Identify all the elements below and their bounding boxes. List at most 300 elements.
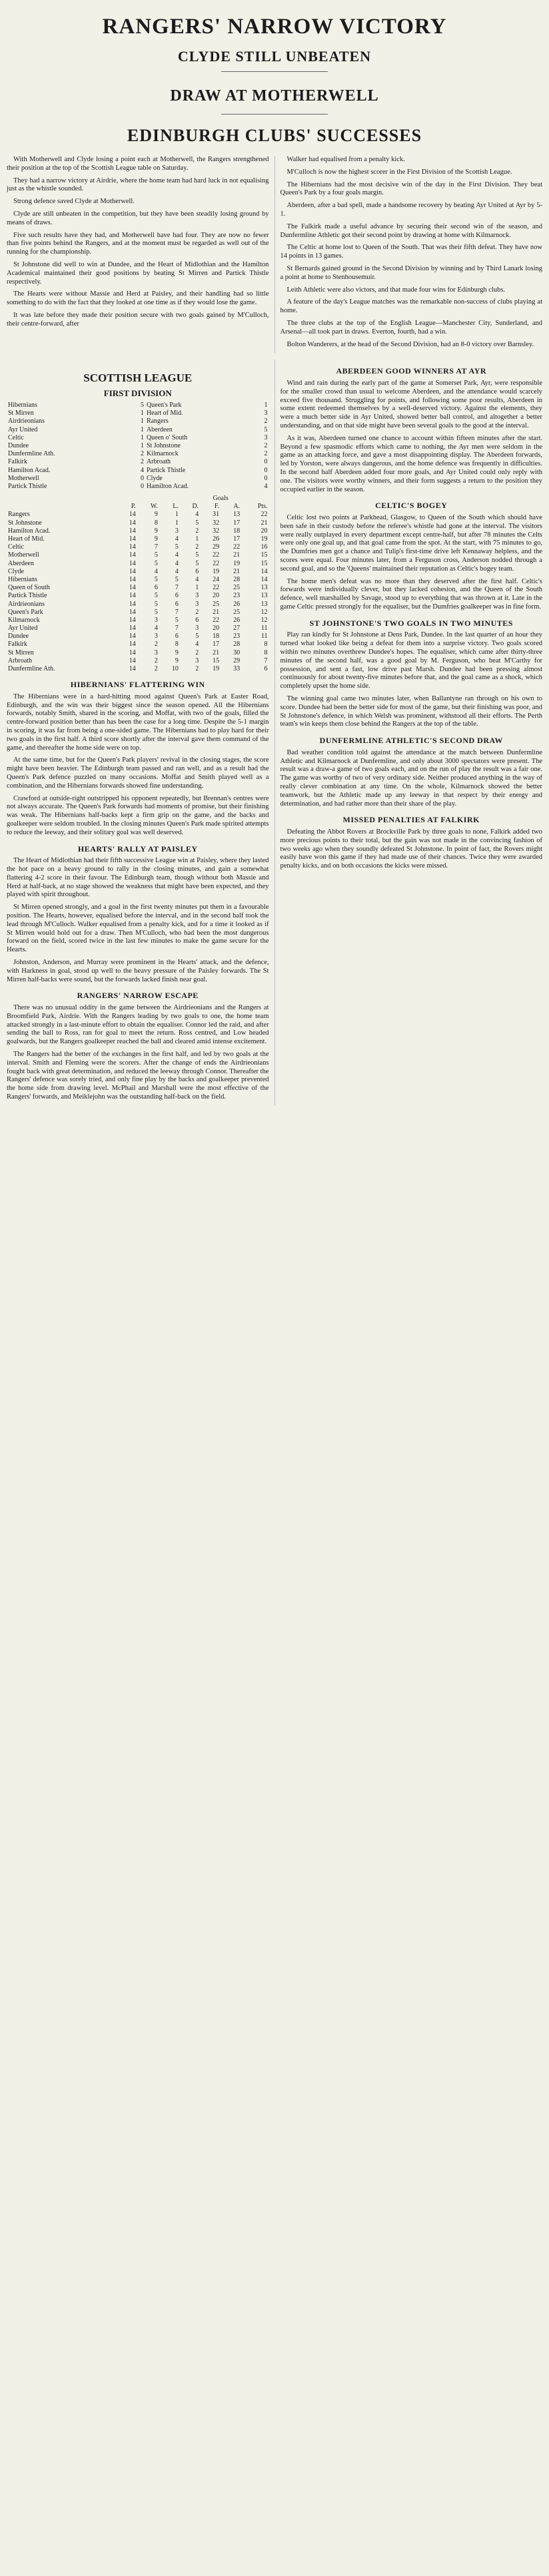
standings-value: 19 (233, 559, 241, 567)
table-row (7, 625, 269, 633)
article-heading: ST JOHNSTONE'S TWO GOALS IN TWO MINUTES (309, 618, 513, 628)
standings-value: 13 (261, 584, 268, 592)
standings-value: 5 (154, 559, 158, 567)
standings-value: 14 (129, 519, 136, 527)
standings-team: Falkirk (8, 641, 27, 648)
standings-value: 6 (154, 584, 158, 592)
result-team: Hamilton Acad. (8, 466, 51, 474)
standings-value: 1 (195, 584, 199, 592)
results-table (7, 401, 269, 491)
table-row (7, 560, 269, 568)
standings-team: Airdrieonians (8, 600, 45, 608)
standings-team: Partick Thistle (8, 592, 47, 600)
result-row (7, 401, 269, 409)
standings-value: 1 (195, 535, 199, 543)
result-score: 2 (140, 458, 144, 466)
result-team: Hibernians (8, 401, 37, 409)
standings-value: 7 (154, 543, 158, 551)
article-paragraph: The home men's defeat was no more than they deserved after the first half. Celtic's forwards were individually clever, but they lacked cohesion, and the Queen of the South defence, well marshalled by Savage, stood up to everything that was thrown at it. Late in the game Celtic pressed strongly for the equaliser, but the Dumfries goalkeeper was in fine form. (280, 577, 542, 611)
standings-team: St Johnstone (8, 519, 42, 527)
standings-value: 4 (195, 511, 199, 519)
standings-value: 25 (233, 584, 241, 592)
result-score: 0 (140, 482, 144, 490)
result-score: 3 (264, 409, 268, 417)
standings-team: Dundee (8, 633, 29, 641)
standings-team: Arbroath (8, 656, 33, 664)
table-row (7, 576, 269, 584)
standings-value: 17 (213, 641, 220, 648)
standings-value: 26 (213, 535, 220, 543)
standings-value: 9 (154, 535, 158, 543)
result-score: 1 (140, 417, 144, 425)
standings-value: 5 (175, 616, 179, 624)
standings-value: 3 (195, 592, 199, 600)
standings-value: 22 (213, 584, 220, 592)
standings-value: 22 (233, 543, 241, 551)
intro-paragraph: It was late before they made their position secure with two goals gained by M'Culloch, their centre-forward, after (7, 312, 269, 328)
standings-team: Queen's Park (8, 608, 43, 616)
standings-value: 22 (213, 616, 220, 624)
result-score: 5 (140, 401, 144, 409)
standings-value: 14 (129, 559, 136, 567)
standings-value: 25 (233, 608, 241, 616)
edinburgh-headline: EDINBURGH CLUBS' SUCCESSES (127, 126, 422, 146)
standings-value: 21 (261, 519, 268, 527)
result-team: Hamilton Acad. (146, 482, 189, 490)
result-row (7, 475, 269, 483)
result-team: Queen o' South (146, 433, 188, 441)
result-score: 2 (264, 441, 268, 449)
result-team: Dunfermline Ath. (8, 450, 55, 458)
standings-value: 14 (129, 625, 136, 633)
standings-value: 7 (175, 608, 179, 616)
intro-paragraph: The Hearts were without Massie and Herd at Paisley, and their handling had so little something to do with the fact that they looked at one time as if they would lose the game. (7, 290, 269, 307)
body-columns (7, 360, 542, 1105)
intro-paragraph: St Johnstone did well to win at Dundee, and the Heart of Midlothian and the Hamilton Academical maintained their good positions by beating St Mirren and Partick Thistle respectively. (7, 261, 269, 286)
result-score: 1 (264, 401, 268, 409)
table-row (7, 584, 269, 592)
standings-value: 2 (154, 665, 158, 672)
standings-value: 33 (233, 665, 241, 672)
standings-value: 7 (264, 656, 268, 664)
result-team: St Johnstone (146, 441, 181, 449)
standings-value: 30 (233, 648, 241, 656)
standings-header-cell: D. (192, 503, 199, 511)
result-score: 3 (264, 433, 268, 441)
standings-value: 21 (213, 648, 220, 656)
article-paragraph: The Heart of Midlothian had their fifth successive League win at Paisley, where they lasted the hot pace on a heavy ground to rally in the closing minutes, and gain a somewhat flattering 4-2 score in their favour. The Edinburgh team, though without both Massie and Herd at half-back, at no stage showed the weakness that might have been expected, and they played with spirit throughout. (7, 857, 269, 899)
standings-header-cell: A. (233, 503, 241, 511)
standings-value: 20 (213, 625, 220, 633)
standings-value: 4 (195, 575, 199, 583)
standings-value: 5 (195, 633, 199, 641)
result-team: St Mirren (8, 409, 34, 417)
standings-team: Heart of Mid. (8, 535, 45, 543)
table-row (7, 551, 269, 559)
standings-value: 4 (175, 567, 179, 575)
league-heading: SCOTTISH LEAGUE (83, 372, 193, 385)
newspaper-page (7, 0, 542, 1106)
standings-value: 14 (129, 584, 136, 592)
standings-value: 14 (261, 567, 268, 575)
table-row (7, 519, 269, 527)
result-team: Heart of Mid. (146, 409, 183, 417)
standings-value: 14 (129, 616, 136, 624)
intro-paragraph: The Celtic at home lost to Queen of the South. That was their fifth defeat. They have now 14 points in 13 games. (280, 244, 542, 260)
result-score: 2 (264, 417, 268, 425)
standings-team: Queen of South (8, 584, 50, 592)
standings-value: 2 (195, 527, 199, 535)
article-paragraph: Defeating the Abbot Rovers at Brockville Park by three goals to none, Falkirk added two more precious points to their total, but the gain was not made in the convincing fashion of two weeks ago when they soundly defeated St Johnstone. In point of fact, the Rovers might easily have won this game if they had made use of their chances. Twice they were awarded penalty kicks, and on both occasions the kicks were missed. (280, 828, 542, 870)
article-paragraph: Bad weather condition told against the attendance at the match between Dunfermline Athletic and Kilmarnock at Dunfermline, and only about 3000 spectators were present. The result was a draw-a game of two goals each, and on the run of play the result was a fair one. The game was worthy of two of very ordinary side. Neither produced anything in the way of really clever combination at any time. On the whole, Kilmarnock showed the better teamwork, but the Athletic made up any leeway in that respect by their energy and determination, and had rather more than their share of the play. (280, 748, 542, 808)
article-paragraph: As it was, Aberdeen turned one chance to account within fifteen minutes after the start. Beyond a few spasmodic efforts which came to nothing, the Ayr men were seldom in the game as an attacking force, and gave a most disappointing display. The Aberdeen forwards, led by Yorston, were always dangerous, and the home defence was frequently in difficulties. In the second half Aberdeen added four more goals, and Ayr United could only reply with one. The visitors were worthy winners, and their form suggests a return to the position they occupied earlier in the season. (280, 434, 542, 493)
standings-value: 3 (195, 625, 199, 633)
standings-value: 15 (261, 551, 268, 559)
article-heading: HIBERNIANS' FLATTERING WIN (70, 680, 205, 690)
main-headline: RANGERS' NARROW VICTORY (102, 15, 447, 39)
standings-team: Kilmarnock (8, 616, 40, 624)
result-score: 5 (264, 425, 268, 433)
standings-value: 13 (233, 511, 241, 519)
standings-value: 2 (154, 641, 158, 648)
standings-value: 1 (175, 511, 179, 519)
standings-value: 4 (154, 567, 158, 575)
draw-headline: DRAW AT MOTHERWELL (170, 87, 379, 105)
standings-value: 9 (154, 527, 158, 535)
result-score: 4 (140, 466, 144, 474)
standings-value: 3 (154, 633, 158, 641)
standings-value: 14 (129, 641, 136, 648)
standings-value: 22 (213, 551, 220, 559)
result-team: Celtic (8, 433, 24, 441)
standings-value: 32 (213, 527, 220, 535)
result-team: Kilmarnock (146, 450, 179, 458)
result-team: Motherwell (8, 474, 39, 482)
standings-value: 26 (233, 600, 241, 608)
standings-value: 5 (154, 592, 158, 600)
standings-value: 14 (261, 575, 268, 583)
result-team: Ayr United (8, 425, 38, 433)
standings-value: 22 (213, 559, 220, 567)
standings-value: 12 (261, 608, 268, 616)
result-row (7, 483, 269, 491)
article-heading: DUNFERMLINE ATHLETIC'S SECOND DRAW (319, 736, 503, 746)
intro-paragraph: Bolton Wanderers, at the head of the Second Division, had an 8-0 victory over Barnsley. (286, 340, 534, 348)
standings-value: 21 (233, 567, 241, 575)
standings-value: 3 (154, 648, 158, 656)
standings-value: 9 (154, 511, 158, 519)
standings-value: 8 (264, 648, 268, 656)
standings-value: 9 (175, 648, 179, 656)
intro-paragraph: The three clubs at the top of the English League—Manchester City, Sunderland, and Arsenal—all took part in draws. Everton, fourth, had a win. (280, 320, 542, 336)
standings-value: 6 (195, 616, 199, 624)
intro-paragraph: M'Culloch is now the highest scorer in the First Division of the Scottish League. (286, 168, 512, 176)
article-heading: CELTIC'S BOGEY (375, 501, 448, 511)
standings-value: 24 (213, 575, 220, 583)
standings-value: 6 (175, 592, 179, 600)
standings-value: 18 (233, 527, 241, 535)
standings-value: 25 (213, 600, 220, 608)
result-team: Falkirk (8, 458, 27, 466)
result-row (7, 450, 269, 458)
standings-value: 14 (129, 656, 136, 664)
standings-value: 2 (195, 648, 199, 656)
standings-value: 23 (233, 633, 241, 641)
intro-paragraph: St Bernards gained ground in the Second Division by winning and by Third Lanark losing a point at home to Stenhousemuir. (280, 265, 542, 281)
standings-header-cell: F. (214, 503, 220, 511)
standings-value: 2 (195, 665, 199, 672)
standings-table (7, 495, 269, 673)
article-paragraph: The winning goal came two minutes later, when Ballantyne ran through on his own to score. Dundee had been the better side for most of the game, but their finishing was poor, and St Johnstone's defence, in which Welsh was prominent, withstood all their efforts. The Perth team's win keeps them close behind the Rangers at the top of the table. (280, 694, 542, 728)
standings-value: 29 (233, 656, 241, 664)
standings-value: 27 (233, 625, 241, 633)
article-paragraph: The Rangers had the better of the exchanges in the first half, and led by two goals at the interval. Smith and Fleming were the scorers. After the change of ends the Airdrieonians fought back with great determination, and reduced the leeway through Connor. Thereafter the Rangers' defence was sorely tried, and only fine play by the backs and goalkeeper prevented the home side from drawing level. McPhail and Marshall were the most effective of the Rangers' forwards, and Meiklejohn was the outstanding half-back on the field. (7, 1050, 269, 1101)
standings-value: 10 (171, 665, 179, 672)
sub-headline: CLYDE STILL UNBEATEN (177, 48, 372, 65)
result-team: Airdrieonians (8, 417, 45, 425)
standings-value: 20 (261, 527, 268, 535)
table-row (7, 592, 269, 600)
standings-team: Celtic (8, 543, 24, 551)
standings-value: 5 (195, 551, 199, 559)
standings-team: Ayr United (8, 625, 38, 633)
intro-paragraph: The Falkirk made a useful advance by securing their second win of the season, and Dunfermline Athletic got their second point by drawing at home with Kilmarnock. (280, 222, 542, 239)
standings-value: 5 (175, 575, 179, 583)
result-row (7, 409, 269, 417)
standings-value: 1 (175, 519, 179, 527)
standings-header-cell: L. (173, 503, 179, 511)
result-team: Arbroath (146, 458, 171, 466)
intro-paragraph: Clyde are still unbeaten in the competition, but they have been steadily losing ground by means of draws. (7, 210, 269, 226)
table-row (7, 527, 269, 535)
standings-header-cell: W. (150, 503, 158, 511)
standings-value: 17 (233, 519, 241, 527)
standings-value: 29 (213, 543, 220, 551)
standings-value: 5 (195, 559, 199, 567)
table-row (7, 535, 269, 543)
goals-label: Goals (213, 495, 229, 503)
left-column (7, 360, 269, 1105)
article-paragraph: There was no unusual oddity in the game between the Airdrieonians and the Rangers at Broomfield Park, Airdrie. With the Rangers leading by two goals to one, the home team attacked strongly in a last-minute effort to obtain the equaliser. Connor led the raid, and after sending the ball to Ross, ran for goal to meet the return. Ross centred, and Low headed goalwards, but the Rangers goalkeeper reached the ball and cleared amid intense excitement. (7, 1003, 269, 1046)
intro-right-column (274, 156, 543, 353)
article-heading: MISSED PENALTIES AT FALKIRK (342, 815, 480, 825)
standings-value: 14 (129, 535, 136, 543)
standings-value: 14 (129, 665, 136, 672)
table-row (7, 543, 269, 551)
result-score: 4 (264, 482, 268, 490)
result-score: 0 (264, 474, 268, 482)
result-score: 1 (140, 433, 144, 441)
standings-team: Dunfermline Ath. (8, 665, 55, 672)
standings-value: 8 (264, 641, 268, 648)
result-row (7, 467, 269, 475)
standings-value: 7 (175, 584, 179, 592)
col1-articles (7, 680, 269, 1102)
standings-value: 17 (233, 535, 241, 543)
table-row (7, 609, 269, 617)
standings-value: 19 (213, 567, 220, 575)
standings-value: 20 (213, 592, 220, 600)
standings-value: 6 (264, 665, 268, 672)
result-score: 1 (140, 441, 144, 449)
standings-value: 22 (261, 511, 268, 519)
standings-value: 3 (175, 527, 179, 535)
table-row (7, 633, 269, 641)
standings-header-cell: P. (131, 503, 136, 511)
table-row (7, 617, 269, 625)
article-paragraph: Play ran kindly for St Johnstone at Dens Park, Dundee. In the last quarter of an hour they turned what looked like being a defeat for them into a surprise victory. Two goals scored within two minutes overthrew Dundee's hopes. The equaliser, which came after thirty-three minutes of the second half, was a good goal by M. Ferguson, who beat M'Carthy for possession, and sent a fast, low drive past Marsh. Dundee had been pressing almost continuously for about twenty-five minutes before that, and the goal came as a shock, which completely upset the home side. (280, 631, 542, 690)
standings-value: 32 (213, 519, 220, 527)
table-row (7, 601, 269, 609)
standings-value: 12 (261, 616, 268, 624)
result-team: Partick Thistle (146, 466, 186, 474)
intro-paragraph: Aberdeen, after a bad spell, made a handsome recovery by beating Ayr United at Ayr by 5-1. (280, 202, 542, 218)
standings-value: 4 (195, 641, 199, 648)
standings-value: 8 (154, 519, 158, 527)
table-row (7, 657, 269, 665)
standings-value: 28 (233, 641, 241, 648)
standings-value: 4 (175, 551, 179, 559)
article-heading: ABERDEEN GOOD WINNERS AT AYR (336, 366, 487, 376)
standings-team: Motherwell (8, 551, 39, 559)
article-heading: HEARTS' RALLY AT PAISLEY (77, 844, 198, 854)
result-score: 2 (140, 450, 144, 458)
standings-team: Aberdeen (8, 559, 34, 567)
table-row (7, 568, 269, 576)
standings-team: Hibernians (8, 575, 37, 583)
standings-value: 14 (129, 633, 136, 641)
standings-value: 23 (233, 592, 241, 600)
standings-value: 5 (195, 519, 199, 527)
result-row (7, 442, 269, 450)
intro-paragraph: The Hibernians had the most decisive win of the day in the First Division. They beat Queen's Park by a four goals margin. (280, 180, 542, 197)
standings-value: 7 (175, 625, 179, 633)
standings-value: 9 (175, 656, 179, 664)
standings-value: 5 (175, 543, 179, 551)
standings-value: 5 (154, 575, 158, 583)
divider (221, 114, 328, 115)
article-heading: RANGERS' NARROW ESCAPE (77, 991, 199, 1001)
standings-value: 4 (154, 625, 158, 633)
intro-paragraph: Leith Athletic were also victors, and that made four wins for Edinburgh clubs. (286, 286, 506, 294)
standings-header-cell: Pts. (257, 503, 268, 511)
article-paragraph: Johnston, Anderson, and Murray were prominent in the Hearts' attack, and the defence, with Harkness in goal, stood up well to the heavy pressure of the Paisley forwards. The St Mirren half-backs were sound, but the forwards lacked finish near goal. (7, 958, 269, 983)
article-paragraph: At the same time, but for the Queen's Park players' revival in the closing stages, the score might have been heavier. The Edinburgh team passed and ran well, and as a result had the Queen's Park defence puzzled on many occasions. Moffat and Smith played well as a combination, and the Hibernians forwards showed fine understanding. (7, 756, 269, 790)
intro-paragraph: With Motherwell and Clyde losing a point each at Motherwell, the Rangers strengthened their position at the top of the Scottish League table on Saturday. (7, 156, 269, 172)
standings-value: 4 (175, 559, 179, 567)
standings-value: 14 (129, 567, 136, 575)
standings-value: 5 (154, 551, 158, 559)
intro-columns (7, 156, 542, 353)
standings-value: 21 (233, 551, 241, 559)
article-paragraph: The Hibernians were in a hard-hitting mood against Queen's Park at Easter Road, Edinburgh, and the win was their biggest since the season opened. All the Hibernians forwards, notably Smith, shared in the scoring, and Moffat, with two of the goals, filled the centre-forward position better than has been the case for a long time. Despite the 5-1 margin in scoring, it was far from being a one-sided game. The Hibernians had to play hard for their two goals in the first half. A third score shortly after the interval gave them command of the game, and thereafter the home side were on top. (7, 692, 269, 752)
standings-value: 14 (129, 543, 136, 551)
intro-paragraph: Five such results have they had, and Motherwell have had four. They are now no fewer than five points behind the Rangers, and at the moment must be regarded as well out of the running for the championship. (7, 231, 269, 256)
standings-value: 14 (129, 511, 136, 519)
standings-value: 3 (195, 600, 199, 608)
standings-value: 6 (175, 633, 179, 641)
standings-value: 3 (195, 656, 199, 664)
standings-value: 26 (233, 616, 241, 624)
result-team: Aberdeen (146, 425, 173, 433)
intro-paragraph: Strong defence saved Clyde at Motherwell. (13, 198, 135, 206)
intro-paragraph: They had a narrow victory at Airdrie, where the home team had hard luck in not equalising just as the whistle sounded. (7, 176, 269, 193)
table-row (7, 641, 269, 648)
standings-team: St Mirren (8, 648, 34, 656)
standings-value: 11 (261, 633, 268, 641)
standings-value: 3 (154, 616, 158, 624)
standings-value: 14 (129, 575, 136, 583)
result-score: 1 (140, 425, 144, 433)
result-row (7, 458, 269, 466)
standings-value: 8 (175, 641, 179, 648)
standings-header-cell (7, 503, 117, 511)
standings-value: 18 (213, 633, 220, 641)
standings-value: 15 (213, 656, 220, 664)
standings-value: 5 (154, 608, 158, 616)
standings-value: 19 (261, 535, 268, 543)
result-score: 2 (264, 450, 268, 458)
standings-value: 6 (175, 600, 179, 608)
standings-value: 2 (195, 608, 199, 616)
standings-value: 14 (129, 608, 136, 616)
result-team: Queen's Park (146, 401, 182, 409)
table-row (7, 665, 269, 673)
standings-value: 14 (129, 551, 136, 559)
standings-team: Rangers (8, 511, 30, 519)
standings-value: 19 (213, 665, 220, 672)
standings-team: Clyde (8, 567, 24, 575)
standings-value: 2 (154, 656, 158, 664)
article-paragraph: St Mirren opened strongly, and a goal in the first twenty minutes put them in a favourable position. The Hearts, however, equalised before the interval, and in the second half took the lead through M'Culloch. Walker equalised from a penalty kick, and for a time it looked as if St Mirren would hold out for a draw. Then M'Culloch, who had been the most dangerous forward on the field, scored twice in the last few minutes to make the game secure for the Hearts. (7, 903, 269, 954)
standings-value: 6 (195, 567, 199, 575)
table-row (7, 511, 269, 519)
standings-value: 31 (213, 511, 220, 519)
intro-paragraph: Walker had equalised from a penalty kick. (286, 156, 405, 164)
result-team: Dundee (8, 441, 29, 449)
result-score: 0 (264, 466, 268, 474)
result-score: 1 (140, 409, 144, 417)
article-paragraph: Celtic lost two points at Parkhead, Glasgow, to Queen of the South which should have been safe in their custody before the referee's whistle had gone at the interval. The visitors were really outplayed in every department except centre-half, but after 78 minutes the Celts were only one goal up, and that goal came from the spot. At the start, with 75 minutes to go, the Dumfries men got a chance and Tulip's first-time drive left Kennaway helpless, and the scores were equal. Four minutes later, from a Ferguson cross, Anderson nodded through a second goal, and so the 'Queens' maintained their reputation as Celtic's bogey team. (280, 514, 542, 573)
result-row (7, 434, 269, 442)
divider (221, 71, 328, 72)
result-team: Partick Thistle (8, 482, 47, 490)
standings-value: 16 (261, 543, 268, 551)
standings-value: 15 (261, 559, 268, 567)
standings-value: 14 (129, 648, 136, 656)
table-row (7, 649, 269, 657)
result-row (7, 417, 269, 425)
standings-value: 28 (233, 575, 241, 583)
standings-value: 5 (154, 600, 158, 608)
standings-value: 14 (129, 600, 136, 608)
intro-paragraph: A feature of the day's League matches was the remarkable non-success of clubs playing at home. (280, 298, 542, 315)
standings-value: 21 (213, 608, 220, 616)
standings-value: 11 (261, 625, 268, 633)
result-team: Clyde (146, 474, 163, 482)
result-row (7, 426, 269, 434)
result-score: 0 (264, 458, 268, 466)
result-team: Rangers (146, 417, 169, 425)
standings-value: 14 (129, 527, 136, 535)
article-paragraph: Wind and rain during the early part of the game at Somerset Park, Ayr, were responsible for the smaller crowd than usual to welcome Aberdeen, and the attendance would scarcely exceed five thousand. Struggling for points, and following some poor results, Aberdeen in some extent redeemed themselves by a well-deserved victory. Against the elements, they were a much better side in Ayr United, showed better ball control, and altogether a better understanding, and on that side might have been several goals to the good at the interval. (280, 380, 542, 430)
result-score: 0 (140, 474, 144, 482)
division-heading: FIRST DIVISION (103, 388, 172, 399)
standings-value: 4 (175, 535, 179, 543)
standings-value: 14 (129, 592, 136, 600)
article-paragraph: Crawford at outside-right outstripped his opponent repeatedly, but Brennan's centres were not always accurate. The Queen's Park forwards had moments of promise, but their finishing was weak. The Hibernians half-backs kept a firm grip on the game, and the backs and goalkeeper were seldom troubled. In the closing minutes Queen's Park made spirited attempts to reduce the leeway, and their solitary goal was well deserved. (7, 794, 269, 836)
standings-team: Hamilton Acad. (8, 527, 51, 535)
